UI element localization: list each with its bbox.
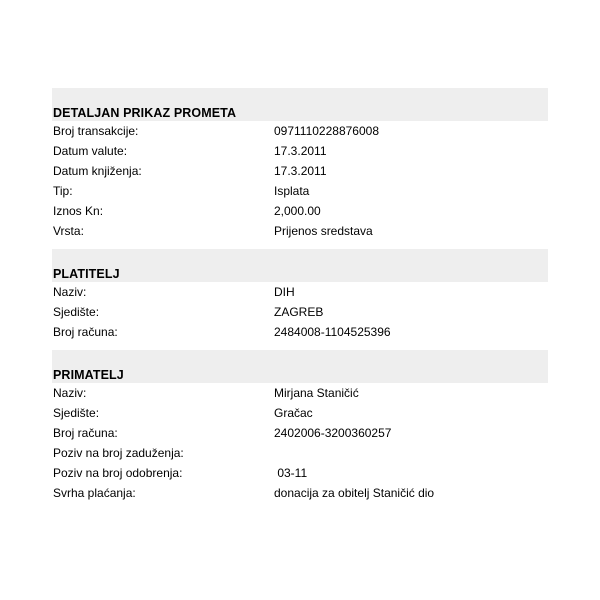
field-value: 2484008-1104525396 bbox=[274, 325, 391, 339]
field-value: ZAGREB bbox=[274, 305, 324, 319]
field-label: Tip: bbox=[53, 184, 73, 198]
field-value: Prijenos sredstava bbox=[274, 224, 373, 238]
field-row-sjediste bbox=[52, 403, 548, 423]
field-row-datum-knjizenja bbox=[52, 161, 548, 181]
section-gap bbox=[52, 342, 548, 350]
field-row-poziv-zaduzenja bbox=[52, 443, 548, 463]
field-value: Isplata bbox=[274, 184, 310, 198]
field-value: 2402006-3200360257 bbox=[274, 426, 392, 440]
section-title: PRIMATELJ bbox=[53, 368, 124, 382]
field-value: Mirjana Staničić bbox=[274, 386, 359, 400]
field-label: Sjedište: bbox=[53, 406, 100, 420]
field-row-datum-valute bbox=[52, 141, 548, 161]
field-row-sjediste bbox=[52, 302, 548, 322]
field-value: 17.3.2011 bbox=[274, 164, 327, 178]
field-value: 2,000.00 bbox=[274, 204, 321, 218]
field-value: 0971110228876008 bbox=[274, 124, 379, 138]
field-value: 03-11 bbox=[274, 466, 308, 480]
field-label: Iznos Kn: bbox=[53, 204, 104, 218]
field-row-iznos bbox=[52, 201, 548, 221]
field-label: Sjedište: bbox=[53, 305, 100, 319]
section-header-primatelj bbox=[52, 350, 548, 383]
field-label: Broj računa: bbox=[53, 426, 118, 440]
field-row-broj-transakcije bbox=[52, 121, 548, 141]
field-label: Naziv: bbox=[53, 285, 87, 299]
field-value: donacija za obitelj Staničić dio bbox=[274, 486, 435, 500]
field-row-svrha-placanja bbox=[52, 483, 548, 503]
field-value: DIH bbox=[274, 285, 295, 299]
field-row-naziv bbox=[52, 383, 548, 403]
section-title: DETALJAN PRIKAZ PROMETA bbox=[53, 106, 237, 120]
field-row-broj-racuna bbox=[52, 322, 548, 342]
field-label: Datum valute: bbox=[53, 144, 128, 158]
field-row-naziv bbox=[52, 282, 548, 302]
field-row-tip bbox=[52, 181, 548, 201]
field-label: Broj transakcije: bbox=[53, 124, 139, 138]
section-header-platitelj bbox=[52, 249, 548, 282]
section-header-detalj bbox=[52, 88, 548, 121]
field-label: Poziv na broj odobrenja: bbox=[53, 466, 183, 480]
field-row-broj-racuna bbox=[52, 423, 548, 443]
field-label: Datum knjiženja: bbox=[53, 164, 142, 178]
field-row-poziv-odobrenja bbox=[52, 463, 548, 483]
field-value: 17.3.2011 bbox=[274, 144, 327, 158]
field-label: Svrha plaćanja: bbox=[53, 486, 136, 500]
field-label: Vrsta: bbox=[53, 224, 84, 238]
field-label: Broj računa: bbox=[53, 325, 118, 339]
transaction-detail-document bbox=[52, 88, 548, 503]
section-title: PLATITELJ bbox=[53, 267, 120, 281]
field-value: Gračac bbox=[274, 406, 313, 420]
field-row-vrsta bbox=[52, 221, 548, 241]
field-label: Naziv: bbox=[53, 386, 87, 400]
field-label: Poziv na broj zaduženja: bbox=[53, 446, 184, 460]
section-gap bbox=[52, 241, 548, 249]
